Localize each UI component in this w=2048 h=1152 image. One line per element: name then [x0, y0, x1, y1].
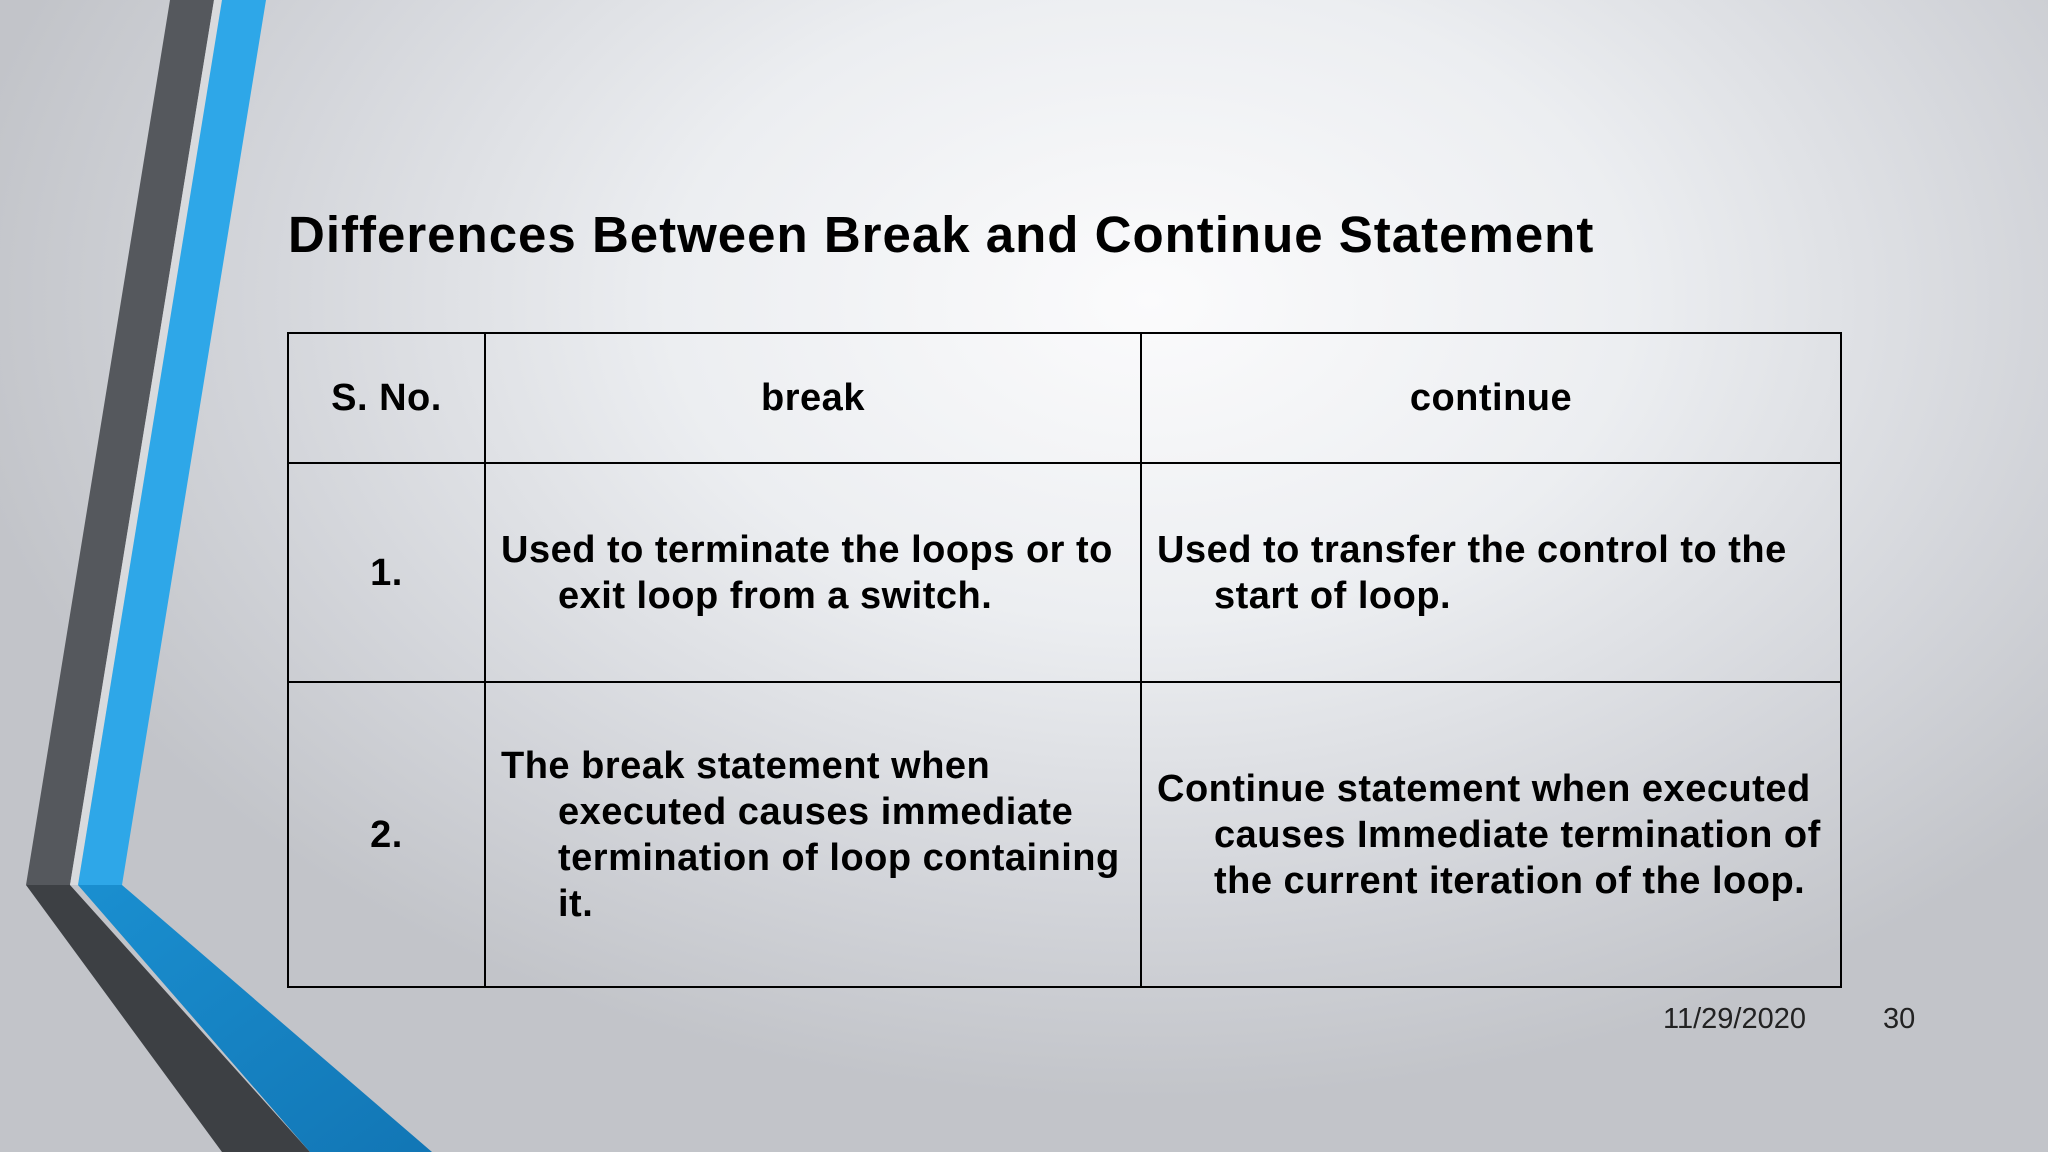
header-break: break: [485, 333, 1141, 463]
slide-title: Differences Between Break and Continue Statement: [288, 206, 1595, 263]
row-break-desc: Used to terminate the loops or to exit loop from a switch.: [485, 463, 1141, 682]
slide-date: 11/29/2020: [1663, 1003, 1806, 1035]
row-sno: 1.: [288, 463, 485, 682]
table-row: [288, 682, 1841, 987]
row-continue-desc: Continue statement when executed causes Immediate termination of the current iteration of the loop.: [1141, 682, 1841, 987]
row-continue-desc: Used to transfer the control to the start of loop.: [1141, 463, 1841, 682]
comparison-table: [287, 332, 1842, 988]
table-row: [288, 463, 1841, 682]
header-sno: S. No.: [288, 333, 485, 463]
slide-number: 30: [1883, 1003, 1916, 1035]
row-break-desc: The break statement when executed causes immediate termination of loop containing it.: [485, 682, 1141, 987]
light-accent-stripe: [70, 0, 222, 885]
row-sno: 2.: [288, 682, 485, 987]
table-header-row: [288, 333, 1841, 463]
header-continue: continue: [1141, 333, 1841, 463]
